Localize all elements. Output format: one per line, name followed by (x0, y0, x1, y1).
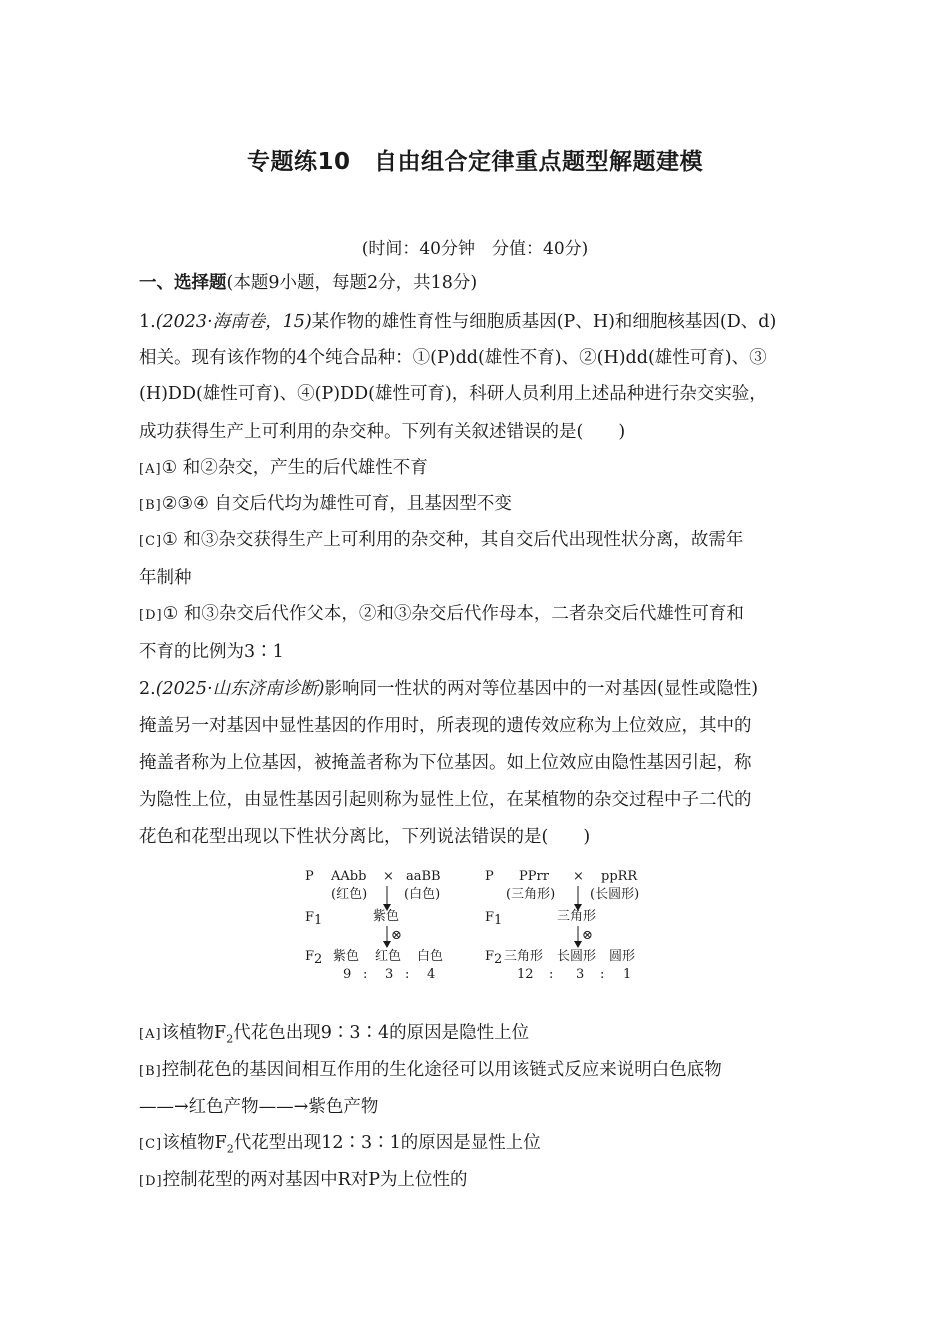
option-label: [A] (139, 1027, 162, 1042)
ratio-value: 12 (517, 967, 534, 982)
option-label: [D] (139, 608, 163, 623)
option-label: [C] (139, 534, 163, 549)
q2-option-c[interactable] (139, 1131, 541, 1162)
section-label: 一、选择题 (139, 273, 227, 293)
f1-label: F1 (485, 910, 503, 928)
q2-option-b[interactable] (139, 1058, 722, 1084)
ratio-value: 4 (427, 967, 436, 982)
option-label: [D] (139, 1174, 163, 1189)
q2-source: (2025·山东济南诊断) (155, 679, 325, 699)
option-label: [A] (139, 462, 162, 477)
option-text: ① 和②杂交，产生的后代雄性不育 (161, 458, 428, 478)
q2-line-5: 花色和花型出现以下性状分离比，下列说法错误的是( ) (139, 827, 591, 847)
cross-symbol: × (573, 869, 584, 884)
option-text: 该植物$F_2$代花型出现12∶3∶1的原因是显性上位 (162, 1133, 541, 1156)
option-label: [B] (139, 1064, 162, 1079)
f2-phenotype: 圆形 (609, 949, 636, 964)
q1-option-d-cont: 不育的比例为3∶1 (139, 642, 284, 662)
ratio-value: 1 (623, 967, 632, 982)
q1-source: (2023·海南卷，15) (155, 312, 312, 332)
q1-option-b[interactable] (139, 492, 512, 518)
ratio-value: 3 (576, 967, 585, 982)
parent-1-genotype: PPrr (519, 869, 549, 884)
selfing-icon: ⊗ (582, 928, 593, 943)
f2-phenotype: 长圆形 (557, 949, 597, 964)
q2-line-2: 掩盖另一对基因中显性基因的作用时，所表现的遗传效应称为上位效应，其中的 (139, 716, 752, 736)
q2-stem-1: 影响同一性状的两对等位基因中的一对基因(显性或隐性) (324, 679, 759, 699)
option-label: [C] (139, 1137, 163, 1152)
f2-phenotype: 三角形 (504, 949, 544, 964)
parent-1-phenotype: (三角形) (506, 887, 556, 902)
q1-option-c[interactable] (139, 528, 743, 554)
q2-option-a[interactable] (139, 1021, 529, 1052)
f2-phenotype: 紫色 (333, 949, 360, 964)
f1-phenotype: 三角形 (557, 909, 597, 924)
ratio-value: 9 (343, 967, 352, 982)
parent-1-genotype: AAbb (331, 869, 367, 884)
parent-2-phenotype: (长圆形) (590, 887, 640, 902)
arrow-down-icon (574, 941, 582, 948)
f2-phenotype: 白色 (417, 949, 444, 964)
f2-phenotype: 红色 (375, 949, 402, 964)
f2-label: F2 (485, 949, 503, 967)
f2-label: F2 (305, 949, 323, 967)
q1-line-4: 成功获得生产上可利用的杂交种。下列有关叙述错误的是( ) (139, 422, 626, 442)
ratio-separator: : (600, 967, 605, 982)
ratio-separator: : (363, 967, 368, 982)
arrow-down-icon (383, 941, 391, 948)
parent-2-phenotype: (白色) (404, 887, 441, 902)
p-label: P (485, 869, 494, 884)
parent-2-genotype: aaBB (406, 869, 441, 884)
q2-option-b-cont: ——→红色产物——→紫色产物 (139, 1097, 379, 1117)
ratio-value: 3 (385, 967, 394, 982)
f1-label: F1 (305, 910, 323, 928)
option-text: ②③④ 自交后代均为雄性可育，且基因型不变 (161, 494, 512, 514)
f1-phenotype: 紫色 (373, 909, 400, 924)
q1-option-c-cont: 年制种 (139, 568, 192, 588)
parent-1-phenotype: (红色) (331, 887, 368, 902)
ratio-separator: : (405, 967, 410, 982)
section-heading (139, 271, 477, 295)
q1-line-1 (139, 310, 776, 334)
q2-line-1 (139, 677, 758, 701)
option-text: 该植物$F_2$代花色出现9∶3∶4的原因是隐性上位 (161, 1023, 530, 1046)
option-text: ① 和③杂交获得生产上可利用的杂交种，其自交后代出现性状分离，故需年 (162, 530, 744, 550)
cross-symbol: × (383, 869, 394, 884)
cross-diagram-flower-color (305, 869, 443, 982)
option-text: 控制花型的两对基因中R对P为上位性的 (162, 1170, 468, 1190)
q1-line-3: (H)DD(雄性可育)、④(P)DD(雄性可育)，科研人员利用上述品种进行杂交实验， (139, 384, 767, 404)
option-text: 控制花色的基因间相互作用的生化途径可以用该链式反应来说明白色底物 (161, 1060, 722, 1080)
parent-2-genotype: ppRR (601, 869, 638, 884)
q2-line-4: 为隐性上位，由显性基因引起则称为显性上位，在某植物的杂交过程中子二代的 (139, 790, 752, 810)
section-info: (本题9小题，每题2分，共18分) (226, 273, 478, 293)
p-label: P (305, 869, 314, 884)
q1-number: 1. (139, 312, 156, 332)
q2-option-d[interactable] (139, 1168, 468, 1194)
cross-diagram-flower-shape (485, 869, 639, 982)
q1-option-d[interactable] (139, 602, 744, 628)
selfing-icon: ⊗ (391, 928, 402, 943)
genetic-cross-figure (295, 862, 665, 990)
q1-option-a[interactable] (139, 456, 428, 482)
ratio-separator: : (549, 967, 554, 982)
time-score-info: (时间：40分钟 分值：40分) (361, 239, 589, 259)
page-title: 专题练10 自由组合定律重点题型解题建模 (246, 149, 703, 175)
q2-number: 2. (139, 679, 156, 699)
q1-line-2: 相关。现有该作物的4个纯合品种：①(P)dd(雄性不育)、②(H)dd(雄性可育)、③ (139, 348, 767, 368)
q1-stem-1: 某作物的雄性育性与细胞质基因(P、H)和细胞核基因(D、d) (311, 312, 777, 332)
option-label: [B] (139, 498, 162, 513)
option-text: ① 和③杂交后代作父本，②和③杂交后代作母本，二者杂交后代雄性可育和 (162, 604, 744, 624)
q2-line-3: 掩盖者称为上位基因，被掩盖者称为下位基因。如上位效应由隐性基因引起，称 (139, 753, 752, 773)
